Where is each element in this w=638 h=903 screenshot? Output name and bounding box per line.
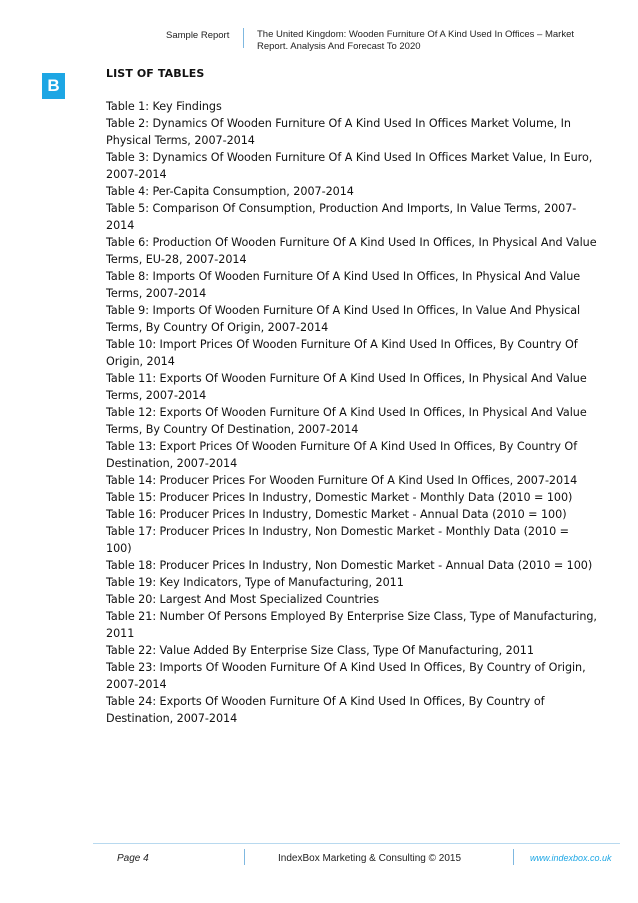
table-list-item: Table 21: Number Of Persons Employed By Enterprise Size Class, Type of Manufacturing, 2011	[106, 610, 597, 640]
table-list-item: Table 14: Producer Prices For Wooden Furniture Of A Kind Used In Offices, 2007-2014	[106, 474, 578, 487]
table-list-item: Table 23: Imports Of Wooden Furniture Of A Kind Used In Offices, By Country of Origin, 2007-2014	[106, 661, 586, 691]
table-list-item: Table 8: Imports Of Wooden Furniture Of A Kind Used In Offices, In Physical And Value Terms, 2007-2014	[106, 270, 581, 300]
table-list-item: Table 22: Value Added By Enterprise Size Class, Type Of Manufacturing, 2011	[106, 644, 534, 657]
footer-copyright: IndexBox Marketing & Consulting © 2015	[278, 853, 462, 864]
footer-separator	[244, 849, 245, 865]
list-of-tables	[106, 98, 598, 727]
table-list-item: Table 5: Comparison Of Consumption, Production And Imports, In Value Terms, 2007-2014	[106, 202, 577, 232]
table-list-item: Table 24: Exports Of Wooden Furniture Of A Kind Used In Offices, By Country of Destination, 2007-2014	[106, 695, 545, 725]
header-divider	[243, 28, 244, 48]
page-number: Page 4	[117, 853, 149, 864]
table-list-item: Table 9: Imports Of Wooden Furniture Of A Kind Used In Offices, In Value And Physical Terms, By Country Of Origin, 2007-2014	[106, 304, 581, 334]
table-list-item: Table 15: Producer Prices In Industry, Domestic Market - Monthly Data (2010 = 100)	[106, 491, 573, 504]
table-list-item: Table 1: Key Findings	[106, 100, 222, 113]
table-list-item: Table 2: Dynamics Of Wooden Furniture Of A Kind Used In Offices Market Volume, In Physical Terms, 2007-2014	[106, 117, 571, 147]
table-list-item: Table 13: Export Prices Of Wooden Furniture Of A Kind Used In Offices, By Country Of Destination, 2007-2014	[106, 440, 578, 470]
table-list-item: Table 20: Largest And Most Specialized Countries	[106, 593, 380, 606]
website-link[interactable]: www.indexbox.co.uk	[530, 853, 612, 863]
table-list-item: Table 19: Key Indicators, Type of Manufacturing, 2011	[106, 576, 404, 589]
table-list-item: Table 3: Dynamics Of Wooden Furniture Of A Kind Used In Offices Market Value, In Euro, 2007-2014	[106, 151, 593, 181]
table-list-item: Table 12: Exports Of Wooden Furniture Of A Kind Used In Offices, In Physical And Value Terms, By Country Of Destination, 2007-2014	[106, 406, 587, 436]
table-list-item: Table 16: Producer Prices In Industry, Domestic Market - Annual Data (2010 = 100)	[106, 508, 567, 521]
page-title: LIST OF TABLES	[106, 67, 205, 80]
header-report-type: Sample Report	[166, 30, 230, 41]
table-list-item: Table 11: Exports Of Wooden Furniture Of A Kind Used In Offices, In Physical And Value Terms, 2007-2014	[106, 372, 587, 402]
indexbox-logo-icon: B	[42, 73, 65, 99]
table-list-item: Table 10: Import Prices Of Wooden Furniture Of A Kind Used In Offices, By Country Of Origin, 2014	[106, 338, 578, 368]
table-list-item: Table 17: Producer Prices In Industry, Non Domestic Market - Monthly Data (2010 = 100)	[106, 525, 569, 555]
footer-divider-line	[93, 843, 620, 844]
footer-separator	[513, 849, 514, 865]
table-list-item: Table 18: Producer Prices In Industry, Non Domestic Market - Annual Data (2010 = 100)	[106, 559, 593, 572]
table-list-item: Table 6: Production Of Wooden Furniture Of A Kind Used In Offices, In Physical And Value Terms, EU-28, 2007-2014	[106, 236, 597, 266]
header-report-title: The United Kingdom: Wooden Furniture Of A Kind Used In Offices – Market Report. Analysis And Forecast To 2020	[257, 29, 575, 52]
table-list-item: Table 4: Per-Capita Consumption, 2007-2014	[106, 185, 354, 198]
